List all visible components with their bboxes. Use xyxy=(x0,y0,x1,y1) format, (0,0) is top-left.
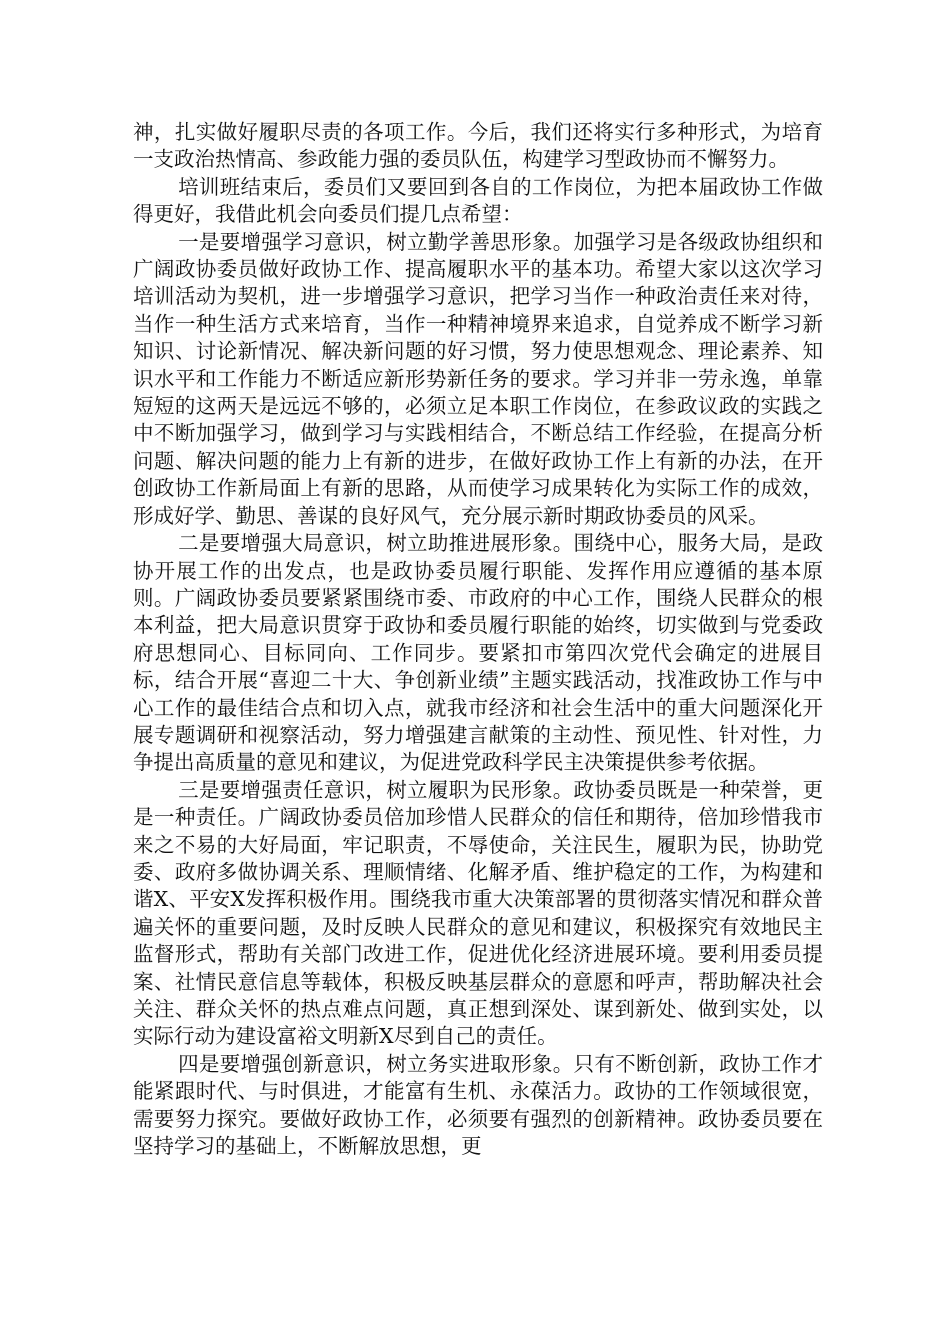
paragraph-hope-overall: 二是要增强大局意识，树立助推进展形象。围绕中心，服务大局，是政协开展工作的出发点，也是政协委员履行职能、发挥作用应遵循的基本原则。广阔政协委员要紧紧围绕市委、市政府的中心工作，围绕人民群众的根本利益，把大局意识贯穿于政协和委员履行职能的始终，切实做到与党委政府思想同心、目标同向、工作同步。要紧扣市第四次党代会确定的进展目标，结合开展“喜迎二十大、争创新业绩”主题实践活动，找准政协工作与中心工作的最佳结合点和切入点，就我市经济和社会生活中的重大问题深化开展专题调研和视察活动，努力增强建言献策的主动性、预见性、针对性，力争提出高质量的意见和建议，为促进党政科学民主决策提供参考依据。 xyxy=(133,531,823,775)
paragraph-hope-responsibility: 三是要增强责任意识，树立履职为民形象。政协委员既是一种荣誉，更是一种责任。广阔政协委员倍加珍惜人民群众的信任和期待，倍加珍惜我市来之不易的大好局面，牢记职责，不辱使命，关注民生，履职为民，协助党委、政府多做协调关系、理顺情绪、化解矛盾、维护稳定的工作，为构建和谐X、平安X发挥积极作用。围绕我市重大决策部署的贯彻落实情况和群众普遍关怀的重要问题，及时反映人民群众的意见和建议，积极探究有效地民主监督形式，帮助有关部门改进工作，促进优化经济进展环境。要利用委员提案、社情民意信息等载体，积极反映基层群众的意愿和呼声，帮助解决社会关注、群众关怀的热点难点问题，真正想到深处、谋到新处、做到实处，以实际行动为建设富裕文明新X尽到自己的责任。 xyxy=(133,777,823,1049)
paragraph-training-end: 培训班结束后，委员们又要回到各自的工作岗位，为把本届政协工作做得更好，我借此机会向委员们提几点希望： xyxy=(133,174,823,227)
document-body xyxy=(133,119,823,1160)
paragraph-hope-learning: 一是要增强学习意识，树立勤学善思形象。加强学习是各级政协组织和广阔政协委员做好政协工作、提高履职水平的基本功。希望大家以这次学习培训活动为契机，进一步增强学习意识，把学习当作一种政治责任来对待，当作一种生活方式来培育，当作一种精神境界来追求，自觉养成不断学习新知识、讨论新情况、解决新问题的好习惯，努力使思想观念、理论素养、知识水平和工作能力不断适应新形势新任务的要求。学习并非一劳永逸，单靠短短的这两天是远远不够的，必须立足本职工作岗位，在参政议政的实践之中不断加强学习，做到学习与实践相结合，不断总结工作经验，在提高分析问题、解决问题的能力上有新的进步，在做好政协工作上有新的办法，在开创政协工作新局面上有新的思路，从而使学习成果转化为实际工作的成效，形成好学、勤思、善谋的良好风气，充分展示新时期政协委员的风采。 xyxy=(133,229,823,528)
paragraph-continuation: 神，扎实做好履职尽责的各项工作。今后，我们还将实行多种形式，为培育一支政治热情高、参政能力强的委员队伍，构建学习型政协而不懈努力。 xyxy=(133,120,823,172)
paragraph-hope-innovation: 四是要增强创新意识，树立务实进取形象。只有不断创新，政协工作才能紧跟时代、与时俱进，才能富有生机、永葆活力。政协的工作领域很宽，需要努力探究。要做好政协工作，必须要有强烈的创新精神。政协委员要在坚持学习的基础上，不断解放思想，更 xyxy=(133,1051,823,1159)
